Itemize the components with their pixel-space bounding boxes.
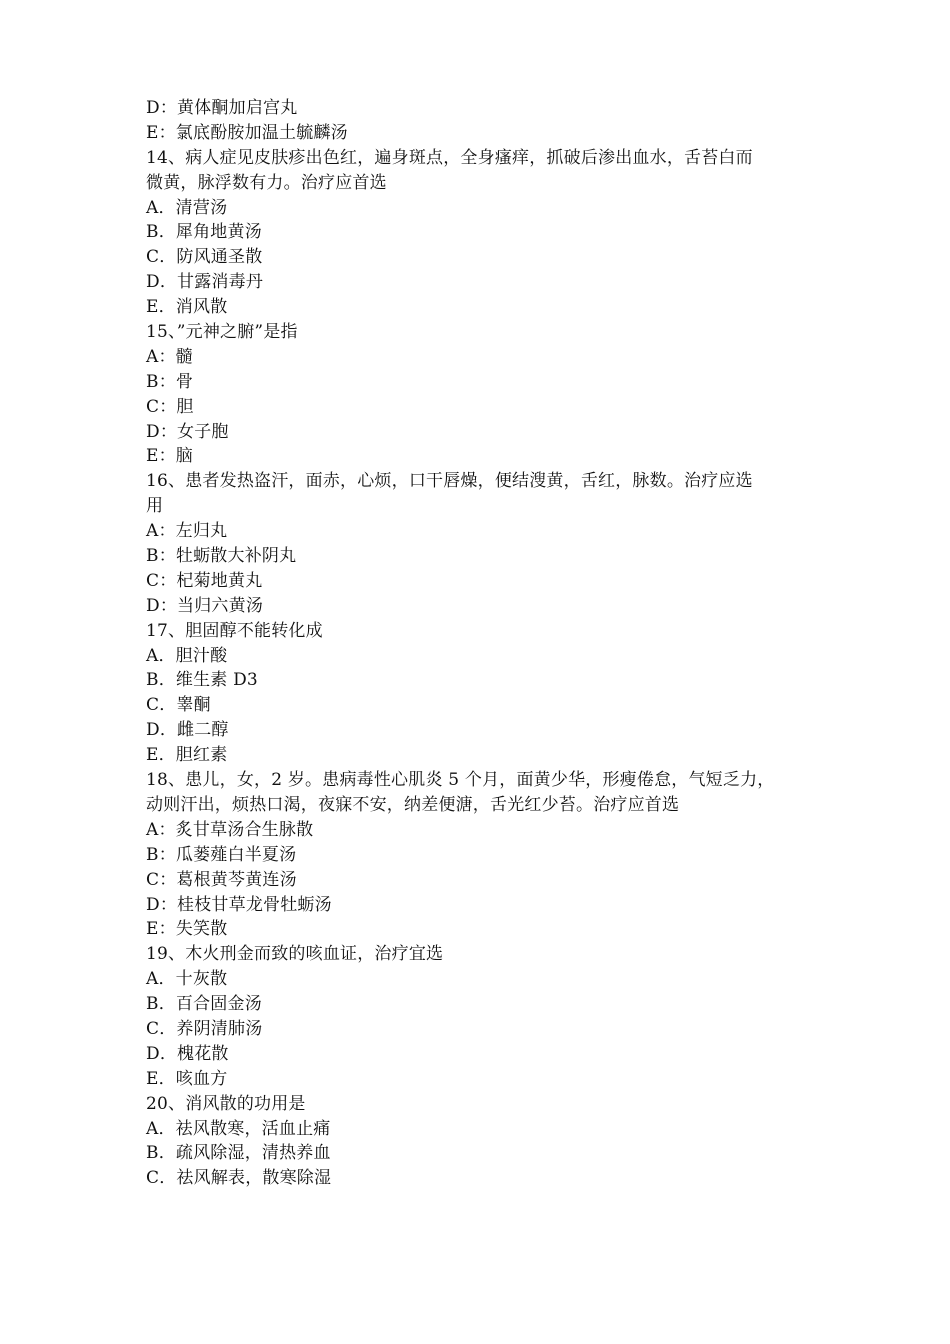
option-line: C．祛风解表，散寒除湿 [146,1168,332,1189]
option-line: A：炙甘草汤合生脉散 [146,819,314,840]
question-14: 14、病人症见皮肤疹出色红，遍身斑点，全身瘙痒，抓破后渗出血水，舌苔白而 [146,147,753,168]
option-line: D：桂枝甘草龙骨牡蛎汤 [146,894,332,915]
text-line: 用 [146,496,164,517]
option-line: C．防风通圣散 [146,247,263,268]
option-line: E．胆红素 [146,745,228,766]
question-20: 20、消风散的功用是 [146,1093,306,1114]
question-17: 17、胆固醇不能转化成 [146,620,323,641]
option-line: D．槐花散 [146,1043,229,1064]
option-line: A．祛风散寒，活血止痛 [146,1118,331,1139]
option-line: B．犀角地黄汤 [146,222,262,243]
option-line: E．消风散 [146,297,228,318]
option-line: C．睾酮 [146,695,211,716]
option-line: E：脑 [146,446,194,467]
option-line: A：髓 [146,346,193,367]
option-line: B．百合固金汤 [146,994,262,1015]
option-line: B：骨 [146,371,194,392]
option-line: D．雌二醇 [146,720,229,741]
text-line: 微黄，脉浮数有力。治疗应首选 [146,172,387,193]
option-line: B：瓜蒌薤白半夏汤 [146,844,297,865]
text-line: E：氯底酚胺加温土毓麟汤 [146,122,348,143]
option-line: C：杞菊地黄丸 [146,570,263,591]
option-line: C：胆 [146,396,194,417]
option-line: C．养阴清肺汤 [146,1018,263,1039]
question-18: 18、患儿，女，2 岁。患病毒性心肌炎 5 个月，面黄少华，形瘦倦怠，气短乏力， [146,770,775,791]
option-line: C：葛根黄芩黄连汤 [146,869,297,890]
question-16: 16、患者发热盗汗，面赤，心烦，口干唇燥，便结溲黄，舌红，脉数。治疗应选 [146,471,753,492]
question-19: 19、木火刑金而致的咳血证，治疗宜选 [146,944,444,965]
option-line: A：左归丸 [146,521,228,542]
option-line: D：女子胞 [146,421,229,442]
option-line: B：牡蛎散大补阴丸 [146,546,297,567]
option-line: A．胆汁酸 [146,645,228,666]
text-line: 动则汗出，烦热口渴，夜寐不安，纳差便溏，舌光红少苔。治疗应首选 [146,794,680,815]
text-line: D：黄体酮加启宫丸 [146,98,298,118]
option-line: A．清营汤 [146,197,228,218]
option-line: B．维生素 D3 [146,670,258,691]
option-line: A．十灰散 [146,969,228,990]
question-15: 15、”元神之腑”是指 [146,322,298,343]
option-line: D．甘露消毒丹 [146,272,264,293]
option-line: E．咳血方 [146,1068,228,1089]
document-body [146,96,826,1191]
option-line: D：当归六黄汤 [146,595,264,616]
option-line: B．疏风除湿，清热养血 [146,1143,331,1164]
option-line: E：失笑散 [146,919,228,940]
